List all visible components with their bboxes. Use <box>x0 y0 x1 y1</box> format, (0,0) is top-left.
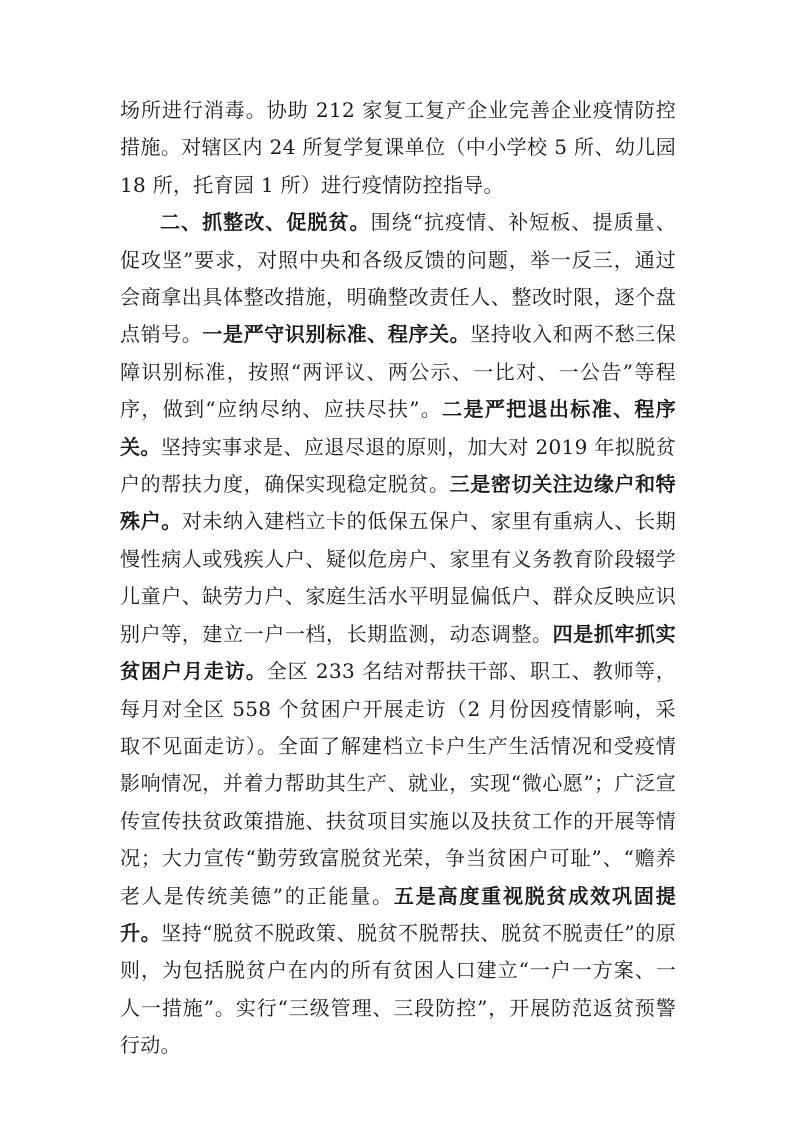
paragraph-1: 场所进行消毒。协助 212 家复工复产企业完善企业疫情防控措施。对辖区内 24 所复学复课单位（中小学校 5 所、幼儿园 18 所，托育园 1 所）进行疫情防控指导。 <box>120 98 676 197</box>
document-body <box>120 92 676 1065</box>
point-5-text: 坚持“脱贫不脱政策、脱贫不脱帮扶、脱贫不脱责任”的原则，为包括脱贫户在内的所有贫困人口建立“一户一方案、一人一措施”。实行“三级管理、三段防控”，开展防范返贫预警行动。 <box>120 920 677 1058</box>
point-3-title: 三是密切关注边缘户和特殊户。 <box>120 472 676 534</box>
point-4-text: 全区 233 名结对帮扶干部、职工、教师等，每月对全区 558 个贫困户开展走访（2 月份因疫情影响，采取不见面走访）。全面了解建档立卡户生产生活情况和受疫情影响情况，并着力帮助其生产、就业，实现“微心愿”；广泛宣传宣传扶贫政策措施、扶贫项目实施以及扶贫工作的开展等情况；大力宣传“勤劳致富脱贫光荣，争当贫困户可耻”、“赡养老人是传统美德”的正能量。 <box>120 659 676 908</box>
point-5-title: 五是高度重视脱贫成效巩固提升。 <box>120 883 676 945</box>
point-2-text: 坚持实事求是、应退尽退的原则，加大对 2019 年拟脱贫户的帮扶力度，确保实现稳定脱贫。 <box>120 434 676 497</box>
paragraph-2 <box>120 204 676 1064</box>
point-2-title: 二是严把退出标准、程序关。 <box>120 397 676 459</box>
point-1-text: 坚持收入和两不愁三保障识别标准，按照“两评议、两公示、一比对、一公告”等程序，做到“应纳尽纳、应扶尽扶”。 <box>120 322 677 422</box>
point-1-title: 一是严守识别标准、程序关。 <box>202 322 471 347</box>
section-heading: 二、抓整改、促脱贫。 <box>160 210 371 235</box>
point-4-title: 四是抓牢抓实贫困户月走访。 <box>120 621 676 684</box>
section-intro: 围绕“抗疫情、补短板、提质量、促攻坚”要求，对照中央和各级反馈的问题，举一反三，通过会商拿出具体整改措施，明确整改责任人、整改时限，逐个盘点销号。 <box>120 210 677 347</box>
point-3-text: 对未纳入建档立卡的低保五保户、家里有重病人、长期慢性病人或残疾人户、疑似危房户、家里有义务教育阶段辍学儿童户、缺劳力户、家庭生活水平明显偏低户、群众反映应识别户等，建立一户一档，长期监测，动态调整。 <box>120 509 676 646</box>
